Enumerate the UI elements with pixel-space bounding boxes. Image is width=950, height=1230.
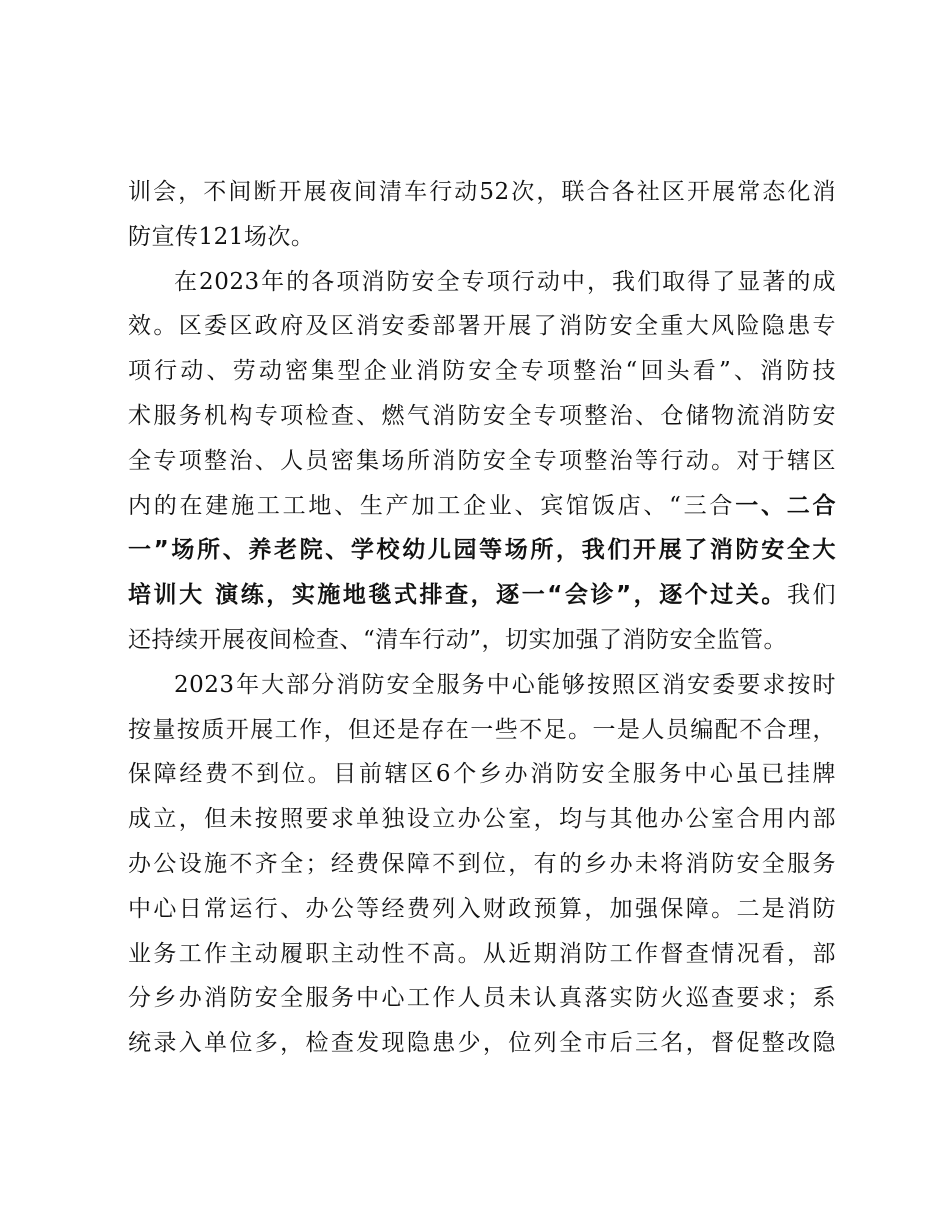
paragraph-2-line-2: 效。区委区政府及区消安委部署开展了消防安全重大风险隐患专 — [128, 313, 836, 340]
paragraph-2-line-9: 还持续开展夜间检查、“清车行动”，切实加强了消防安全监管。 — [128, 626, 788, 653]
paragraph-2-line-8-bold: 培训大 演练，实施地毯式排查，逐一“会诊”，逐个过关。 — [128, 582, 787, 609]
paragraph-2-line-6 — [128, 484, 836, 529]
paragraph-2-line-4: 术服务机构专项检查、燃气消防安全专项整治、仓储物流消防安 — [128, 402, 836, 429]
paragraph-3-line-7: 业务工作主动履职主动性不高。从近期消防工作督查情况看，部 — [128, 940, 836, 967]
paragraph-2-line-8-normal: 我们 — [786, 582, 836, 609]
body-text — [128, 170, 836, 1066]
paragraph-3-line-3: 保障经费不到位。目前辖区6个乡办消防安全服务中心虽已挂牌 — [128, 761, 836, 788]
paragraph-2-line-5: 全专项整治、人员密集场所消防安全专项整治等行动。对于辖区 — [128, 447, 836, 474]
paragraph-2-line-8 — [128, 573, 836, 618]
paragraph-3-line-1: 2023年大部分消防安全服务中心能够按照区消安委要求按时 — [174, 671, 836, 698]
paragraph-1-line-1: 训会，不间断开展夜间清车行动52次，联合各社区开展常态化消 — [128, 179, 836, 205]
paragraph-2-line-6-normal: 内的在建施工工地、生产加工企业、宾馆饭店、“三合 — [128, 492, 736, 519]
paragraph-1-line-2: 防宣传121场次。 — [128, 223, 315, 250]
paragraph-3-line-2: 按量按质开展工作，但还是存在一些不足。一是人员编配不合理， — [128, 716, 836, 743]
paragraph-3-line-5: 办公设施不齐全；经费保障不到位，有的乡办未将消防安全服务 — [128, 850, 836, 877]
paragraph-3-line-8: 分乡办消防安全服务中心工作人员未认真落实防火巡查要求；系 — [128, 985, 836, 1012]
paragraph-3-line-9: 统录入单位多，检查发现隐患少，位列全市后三名，督促整改隐 — [128, 1030, 836, 1057]
paragraph-3-line-6: 中心日常运行、办公等经费列入财政预算，加强保障。二是消防 — [128, 895, 836, 922]
paragraph-3-line-4: 成立，但未按照要求单独设立办公室，均与其他办公室合用内部 — [128, 806, 836, 833]
paragraph-2-line-6-bold: 一、二合 — [735, 492, 836, 519]
paragraph-2-line-7: 一”场所、养老院、学校幼儿园等场所，我们开展了消防安全大 — [128, 537, 836, 564]
paragraph-2-line-1: 在2023年的各项消防安全专项行动中，我们取得了显著的成 — [174, 268, 836, 295]
paragraph-2-line-3: 项行动、劳动密集型企业消防安全专项整治“回头看”、消防技 — [128, 358, 836, 385]
